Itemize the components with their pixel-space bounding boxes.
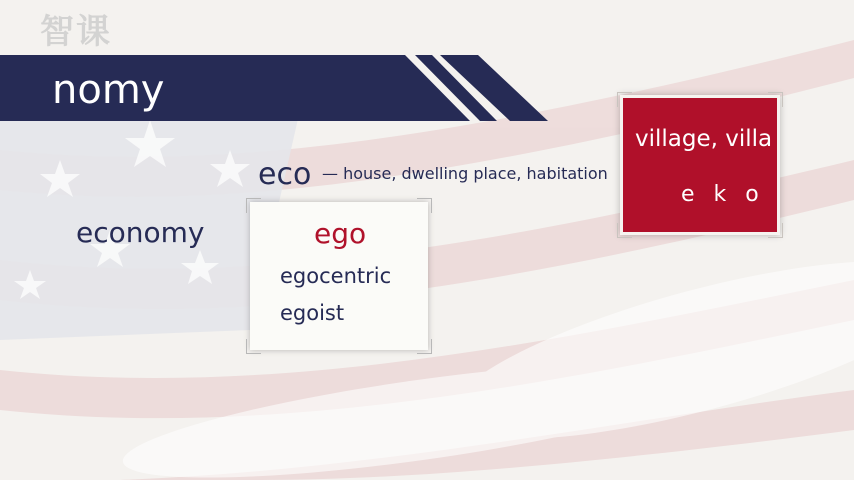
example-word: economy bbox=[76, 216, 205, 249]
card-corner-mark bbox=[617, 223, 632, 238]
meaning-card bbox=[623, 98, 777, 232]
watermark-logo: 智课 bbox=[40, 12, 112, 52]
card-corner-mark bbox=[768, 92, 783, 107]
pronunciation-text: e k o bbox=[681, 182, 765, 207]
card-corner-mark bbox=[246, 198, 261, 213]
ego-word-egoist: egoist bbox=[280, 301, 345, 325]
ego-heading: ego bbox=[314, 217, 367, 250]
card-corner-mark bbox=[246, 339, 261, 354]
card-corner-mark bbox=[768, 223, 783, 238]
ego-card bbox=[250, 202, 428, 350]
ego-word-egocentric: egocentric bbox=[280, 264, 392, 288]
root-definition: — house, dwelling place, habitation bbox=[322, 164, 608, 183]
meaning-text: village, villa bbox=[635, 126, 773, 152]
root-word: eco bbox=[258, 157, 312, 192]
card-corner-mark bbox=[417, 198, 432, 213]
card-corner-mark bbox=[417, 339, 432, 354]
slide-title: nomy bbox=[52, 67, 165, 113]
card-corner-mark bbox=[617, 92, 632, 107]
